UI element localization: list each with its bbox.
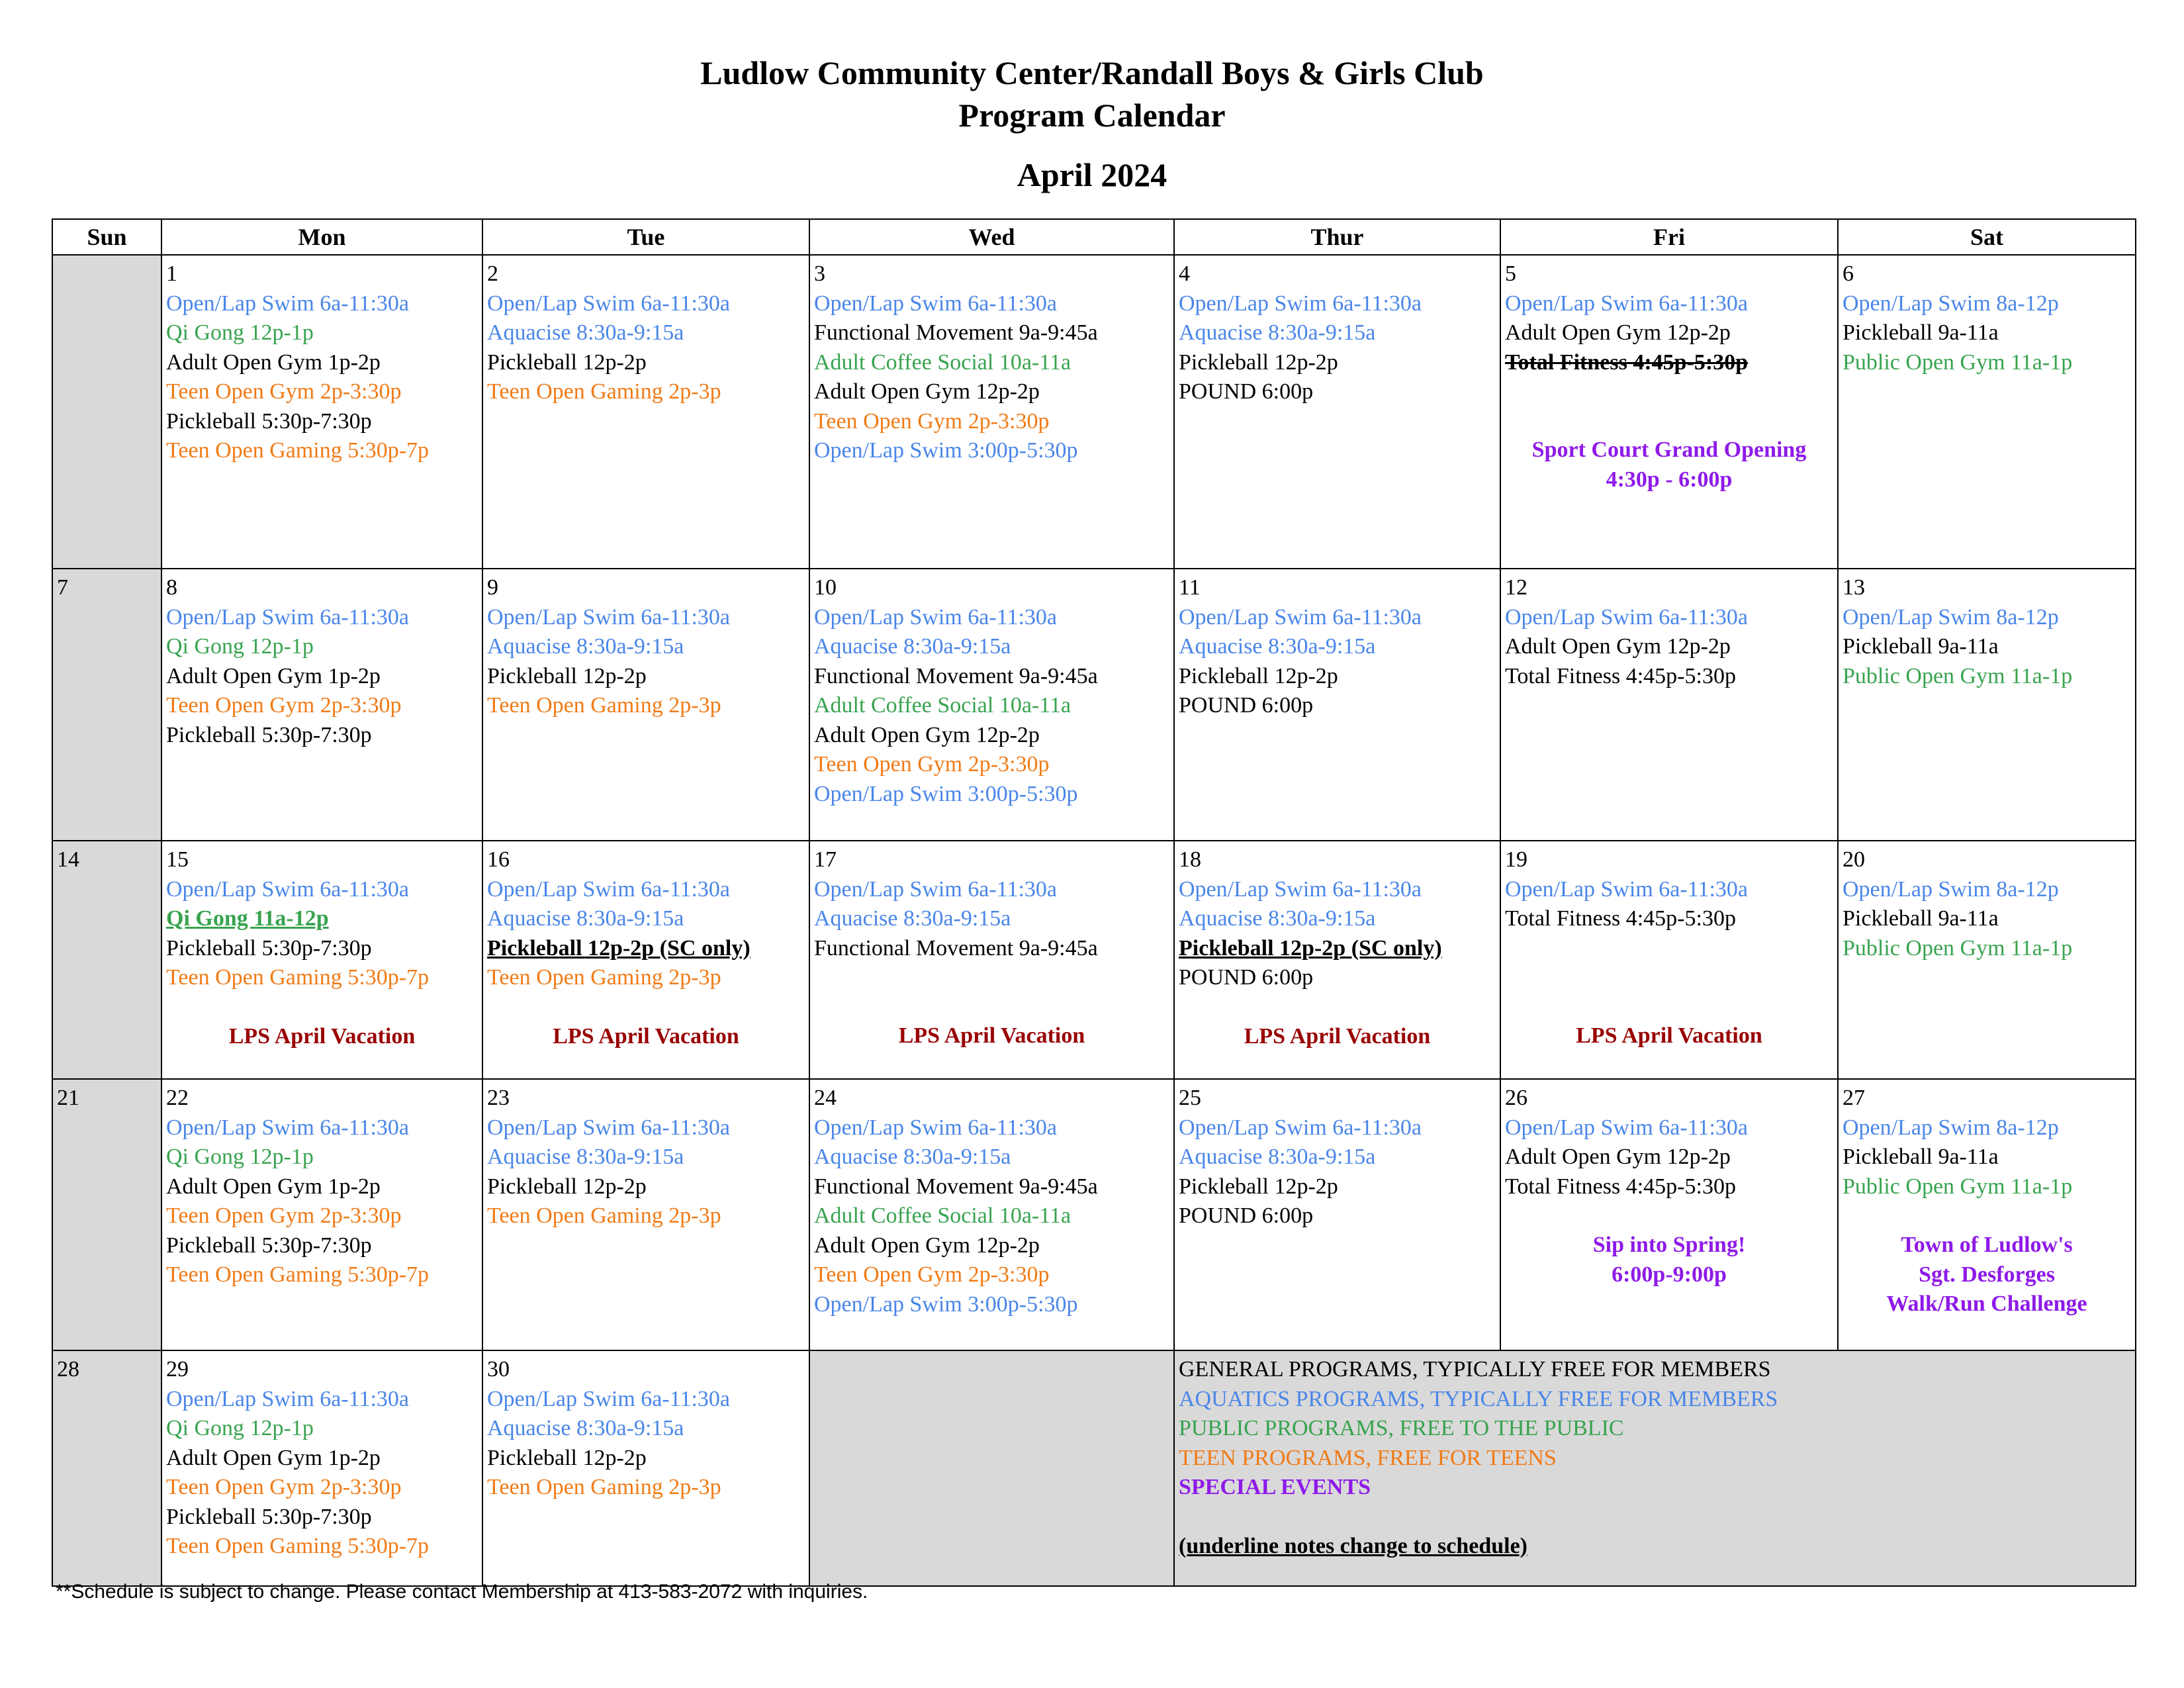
day-number: 28: [57, 1357, 79, 1382]
legend-teen: TEEN PROGRAMS, FREE FOR TEENS: [1179, 1445, 1557, 1470]
legend-note: (underline notes change to schedule): [1179, 1533, 1527, 1558]
program-item: Teen Open Gym 2p-3:30p: [166, 1203, 402, 1228]
spacer: [487, 993, 805, 1022]
legend-aquatics: AQUATICS PROGRAMS, TYPICALLY FREE FOR MEMBERS: [1179, 1386, 1778, 1411]
program-item: Pickleball 12p-2p (SC only): [487, 935, 751, 961]
program-item: Open/Lap Swim 6a-11:30a: [166, 876, 409, 902]
day-number: 14: [57, 847, 79, 872]
program-item: Aquacise 8:30a-9:15a: [487, 320, 684, 345]
program-item: Qi Gong 12p-1p: [166, 1145, 314, 1169]
spacer: [1505, 377, 1833, 406]
program-item: Open/Lap Swim 8a-12p: [1843, 1115, 2059, 1140]
spacer: [814, 963, 1169, 992]
program-item: Functional Movement 9a-9:45a: [814, 1174, 1098, 1199]
program-item: Open/Lap Swim 3:00p-5:30p: [814, 438, 1078, 463]
day-cell: [482, 569, 809, 841]
spacer: [1179, 993, 1496, 1022]
program-item: Open/Lap Swim 8a-12p: [1843, 291, 2059, 316]
day-cell: [809, 569, 1174, 841]
day-number: 20: [1843, 847, 1865, 872]
week-row: [52, 1079, 2136, 1350]
program-item: Aquacise 8:30a-9:15a: [487, 634, 684, 659]
program-item: Aquacise 8:30a-9:15a: [814, 634, 1011, 659]
day-number: 18: [1179, 847, 1201, 872]
program-item: Teen Open Gaming 2p-3p: [487, 693, 721, 718]
week-row: [52, 255, 2136, 569]
vacation-note: LPS April Vacation: [228, 1023, 416, 1049]
program-item: Open/Lap Swim 6a-11:30a: [166, 291, 409, 316]
day-cell: [482, 1350, 809, 1586]
legend-general: GENERAL PROGRAMS, TYPICALLY FREE FOR MEMBERS: [1179, 1357, 1771, 1382]
program-item: Pickleball 9a-11a: [1843, 1145, 1999, 1169]
program-item: Teen Open Gaming 2p-3p: [487, 1203, 721, 1228]
program-item: Open/Lap Swim 6a-11:30a: [166, 1386, 409, 1411]
program-item: Adult Open Gym 1p-2p: [166, 1174, 381, 1199]
program-item: Adult Coffee Social 10a-11a: [814, 1203, 1071, 1228]
program-item: Pickleball 9a-11a: [1843, 320, 1999, 345]
day-number: 22: [166, 1086, 189, 1110]
day-number: 9: [487, 575, 498, 600]
program-item: POUND 6:00p: [1179, 379, 1314, 404]
program-item: Pickleball 12p-2p (SC only): [1179, 935, 1442, 961]
spacer: [1505, 1201, 1833, 1231]
day-number: 10: [814, 575, 837, 600]
program-item: Adult Open Gym 1p-2p: [166, 663, 381, 688]
program-item: Pickleball 12p-2p: [1179, 663, 1338, 688]
special-event: Sgt. Desforges: [1919, 1262, 2055, 1287]
program-item: Adult Coffee Social 10a-11a: [814, 693, 1071, 718]
program-item: Pickleball 5:30p-7:30p: [166, 935, 372, 961]
sunday-cell: [52, 569, 161, 841]
day-cell: [161, 1350, 482, 1586]
program-item: Open/Lap Swim 6a-11:30a: [814, 604, 1057, 630]
day-number: 3: [814, 261, 825, 286]
day-number: 12: [1505, 575, 1527, 600]
day-number: 2: [487, 261, 498, 286]
day-number: 27: [1843, 1086, 1865, 1110]
program-item: Functional Movement 9a-9:45a: [814, 935, 1098, 961]
weekday-sun: Sun: [52, 219, 161, 255]
program-item: Adult Open Gym 12p-2p: [1505, 1145, 1731, 1169]
program-item: Open/Lap Swim 6a-11:30a: [166, 1115, 409, 1140]
day-number: 8: [166, 575, 177, 600]
day-number: 29: [166, 1357, 189, 1382]
program-item: Pickleball 12p-2p: [487, 1445, 647, 1470]
program-item: Adult Open Gym 1p-2p: [166, 1445, 381, 1470]
program-item: Teen Open Gaming 5:30p-7p: [166, 1534, 430, 1558]
day-number: 7: [57, 575, 68, 600]
special-event: Sport Court Grand Opening: [1531, 438, 1807, 462]
program-item: Pickleball 5:30p-7:30p: [166, 1233, 372, 1258]
program-item: Open/Lap Swim 3:00p-5:30p: [814, 1291, 1078, 1317]
program-item: Adult Open Gym 1p-2p: [166, 350, 381, 375]
spacer: [1505, 963, 1833, 992]
day-cell: [161, 841, 482, 1079]
special-event: 6:00p-9:00p: [1612, 1262, 1727, 1287]
program-item: Open/Lap Swim 6a-11:30a: [1179, 604, 1422, 630]
program-item: POUND 6:00p: [1179, 693, 1314, 718]
program-item: POUND 6:00p: [1179, 1203, 1314, 1228]
spacer: [814, 992, 1169, 1021]
footer-note: **Schedule is subject to change. Please contact Membership at 413-583-2072 with inquiries.: [56, 1581, 868, 1603]
day-number: 19: [1505, 847, 1527, 872]
program-item: Total Fitness 4:45p-5:30p: [1505, 350, 1749, 375]
day-cell: [482, 255, 809, 569]
program-item: Open/Lap Swim 6a-11:30a: [1505, 876, 1748, 902]
legend-public: PUBLIC PROGRAMS, FREE TO THE PUBLIC: [1179, 1416, 1624, 1440]
page-title: Ludlow Community Center/Randall Boys & Girls Club: [700, 54, 1484, 91]
program-item: Open/Lap Swim 6a-11:30a: [1505, 1115, 1748, 1140]
program-item: Teen Open Gym 2p-3:30p: [814, 752, 1050, 776]
special-event: Sip into Spring!: [1592, 1233, 1746, 1257]
day-number: 5: [1505, 261, 1516, 286]
program-item: Open/Lap Swim 6a-11:30a: [814, 291, 1057, 316]
program-item: Adult Open Gym 12p-2p: [814, 1233, 1040, 1258]
sunday-cell: [52, 1079, 161, 1350]
program-item: Public Open Gym 11a-1p: [1843, 935, 2073, 961]
day-number: 1: [166, 261, 177, 286]
spacer: [1505, 934, 1833, 963]
program-item: Pickleball 12p-2p: [1179, 1174, 1338, 1199]
program-item: Adult Open Gym 12p-2p: [1505, 634, 1731, 659]
program-item: Pickleball 12p-2p: [487, 350, 647, 375]
sunday-cell: [52, 841, 161, 1079]
program-item: Total Fitness 4:45p-5:30p: [1505, 1174, 1736, 1199]
weekday-mon: Mon: [161, 219, 482, 255]
spacer: [1843, 1201, 2131, 1231]
legend-spacer: [1179, 1503, 2131, 1532]
day-number: 25: [1179, 1086, 1201, 1110]
day-number: 16: [487, 847, 510, 872]
day-number: 24: [814, 1086, 837, 1110]
program-item: Qi Gong 11a-12p: [166, 906, 329, 931]
day-cell: [1174, 1079, 1500, 1350]
day-number: 11: [1179, 575, 1201, 600]
program-item: Total Fitness 4:45p-5:30p: [1505, 906, 1736, 931]
program-item: Open/Lap Swim 6a-11:30a: [487, 604, 730, 630]
day-number: 30: [487, 1357, 510, 1382]
day-number: 21: [57, 1086, 79, 1110]
program-item: Open/Lap Swim 6a-11:30a: [814, 876, 1057, 902]
program-item: Pickleball 5:30p-7:30p: [166, 722, 372, 747]
program-item: Teen Open Gaming 5:30p-7p: [166, 438, 430, 463]
vacation-note: LPS April Vacation: [553, 1023, 739, 1049]
special-event: Town of Ludlow's: [1901, 1233, 2073, 1257]
program-item: Pickleball 12p-2p: [487, 663, 647, 688]
day-cell: [809, 841, 1174, 1079]
day-cell: [1500, 841, 1838, 1079]
day-cell: [809, 255, 1174, 569]
program-item: Open/Lap Swim 6a-11:30a: [1179, 291, 1422, 316]
program-item: Teen Open Gaming 2p-3p: [487, 965, 721, 990]
vacation-note: LPS April Vacation: [1244, 1023, 1431, 1049]
weekday-fri: Fri: [1500, 219, 1838, 255]
month-title: April 2024: [1017, 156, 1167, 193]
program-item: Open/Lap Swim 8a-12p: [1843, 876, 2059, 902]
day-cell: [161, 569, 482, 841]
program-item: Aquacise 8:30a-9:15a: [1179, 320, 1376, 345]
program-item: Open/Lap Swim 6a-11:30a: [487, 876, 730, 902]
sunday-cell: [52, 255, 161, 569]
program-item: Aquacise 8:30a-9:15a: [814, 906, 1011, 931]
program-item: Aquacise 8:30a-9:15a: [487, 1416, 684, 1440]
day-cell: [1174, 569, 1500, 841]
program-item: Open/Lap Swim 8a-12p: [1843, 604, 2059, 630]
program-item: Qi Gong 12p-1p: [166, 320, 314, 345]
program-item: Aquacise 8:30a-9:15a: [1179, 634, 1376, 659]
spacer: [1505, 992, 1833, 1021]
vacation-note: LPS April Vacation: [898, 1023, 1085, 1048]
day-cell: [1838, 841, 2136, 1079]
special-event: Walk/Run Challenge: [1886, 1291, 2087, 1316]
sunday-cell: [52, 1350, 161, 1586]
day-number: 17: [814, 847, 837, 872]
program-item: Open/Lap Swim 6a-11:30a: [814, 1115, 1057, 1140]
spacer: [1505, 406, 1833, 436]
program-item: Pickleball 12p-2p: [487, 1174, 647, 1199]
program-item: Teen Open Gym 2p-3:30p: [166, 1475, 402, 1499]
calendar-grid: [52, 218, 2136, 1587]
program-item: Aquacise 8:30a-9:15a: [1179, 1145, 1376, 1169]
program-item: Public Open Gym 11a-1p: [1843, 350, 2073, 375]
weekday-tue: Tue: [482, 219, 809, 255]
day-cell: [1174, 841, 1500, 1079]
day-cell: [1174, 255, 1500, 569]
weekday-thur: Thur: [1174, 219, 1500, 255]
weekday-header-row: [52, 219, 2136, 255]
program-item: Functional Movement 9a-9:45a: [814, 663, 1098, 688]
vacation-note: LPS April Vacation: [1576, 1023, 1762, 1048]
weekday-wed: Wed: [809, 219, 1174, 255]
weekday-sat: Sat: [1838, 219, 2136, 255]
spacer: [166, 993, 478, 1022]
program-item: Open/Lap Swim 3:00p-5:30p: [814, 781, 1078, 806]
legend-special: SPECIAL EVENTS: [1179, 1475, 1371, 1499]
program-item: Teen Open Gaming 5:30p-7p: [166, 965, 430, 990]
day-cell: [1500, 1079, 1838, 1350]
program-item: Qi Gong 12p-1p: [166, 634, 314, 659]
program-item: Aquacise 8:30a-9:15a: [487, 1145, 684, 1169]
day-cell: [161, 255, 482, 569]
day-cell: [1500, 569, 1838, 841]
program-item: Open/Lap Swim 6a-11:30a: [487, 1386, 730, 1411]
day-number: 23: [487, 1086, 510, 1110]
program-item: Aquacise 8:30a-9:15a: [487, 906, 684, 931]
program-item: Pickleball 5:30p-7:30p: [166, 408, 372, 434]
program-item: Teen Open Gaming 2p-3p: [487, 1475, 721, 1499]
day-number: 15: [166, 847, 189, 872]
day-cell: [1838, 255, 2136, 569]
program-item: Pickleball 5:30p-7:30p: [166, 1504, 372, 1529]
program-item: Teen Open Gaming 5:30p-7p: [166, 1262, 430, 1287]
day-cell: [809, 1079, 1174, 1350]
day-cell: [1838, 1079, 2136, 1350]
program-item: Open/Lap Swim 6a-11:30a: [1505, 604, 1748, 630]
week-row: [52, 1350, 2136, 1586]
program-item: Adult Open Gym 12p-2p: [1505, 320, 1731, 345]
program-item: Open/Lap Swim 6a-11:30a: [166, 604, 409, 630]
day-cell: [1500, 255, 1838, 569]
program-item: Open/Lap Swim 6a-11:30a: [1179, 1115, 1422, 1140]
program-item: Open/Lap Swim 6a-11:30a: [1505, 291, 1748, 316]
program-item: Aquacise 8:30a-9:15a: [814, 1145, 1011, 1169]
program-item: Pickleball 9a-11a: [1843, 634, 1999, 659]
day-number: 6: [1843, 261, 1854, 286]
program-item: Teen Open Gym 2p-3:30p: [166, 379, 402, 404]
program-item: Adult Open Gym 12p-2p: [814, 379, 1040, 404]
program-item: Open/Lap Swim 6a-11:30a: [487, 1115, 730, 1140]
program-item: Aquacise 8:30a-9:15a: [1179, 906, 1376, 931]
program-item: Public Open Gym 11a-1p: [1843, 663, 2073, 688]
program-item: Teen Open Gaming 2p-3p: [487, 379, 721, 404]
calendar-header: [0, 52, 2184, 196]
day-number: 26: [1505, 1086, 1527, 1110]
program-item: Adult Coffee Social 10a-11a: [814, 350, 1071, 375]
day-cell: [482, 1079, 809, 1350]
program-item: Functional Movement 9a-9:45a: [814, 320, 1098, 345]
program-item: Pickleball 12p-2p: [1179, 350, 1338, 375]
special-event: 4:30p - 6:00p: [1606, 467, 1733, 492]
day-cell: [1838, 569, 2136, 841]
program-item: Public Open Gym 11a-1p: [1843, 1174, 2073, 1199]
empty-day-cell: [809, 1350, 1174, 1586]
day-number: 4: [1179, 261, 1190, 286]
page-subtitle: Program Calendar: [958, 97, 1226, 134]
day-number: 13: [1843, 575, 1865, 600]
program-item: Teen Open Gym 2p-3:30p: [814, 408, 1050, 434]
program-item: POUND 6:00p: [1179, 965, 1314, 990]
day-cell: [482, 841, 809, 1079]
week-row: [52, 569, 2136, 841]
day-cell: [161, 1079, 482, 1350]
program-item: Teen Open Gym 2p-3:30p: [166, 693, 402, 718]
program-item: Adult Open Gym 12p-2p: [814, 722, 1040, 747]
program-item: Pickleball 9a-11a: [1843, 906, 1999, 931]
week-row: [52, 841, 2136, 1079]
program-item: Qi Gong 12p-1p: [166, 1416, 314, 1440]
program-item: Total Fitness 4:45p-5:30p: [1505, 663, 1736, 688]
program-item: Open/Lap Swim 6a-11:30a: [1179, 876, 1422, 902]
color-legend: [1174, 1350, 2136, 1586]
program-item: Open/Lap Swim 6a-11:30a: [487, 291, 730, 316]
program-item: Teen Open Gym 2p-3:30p: [814, 1262, 1050, 1287]
